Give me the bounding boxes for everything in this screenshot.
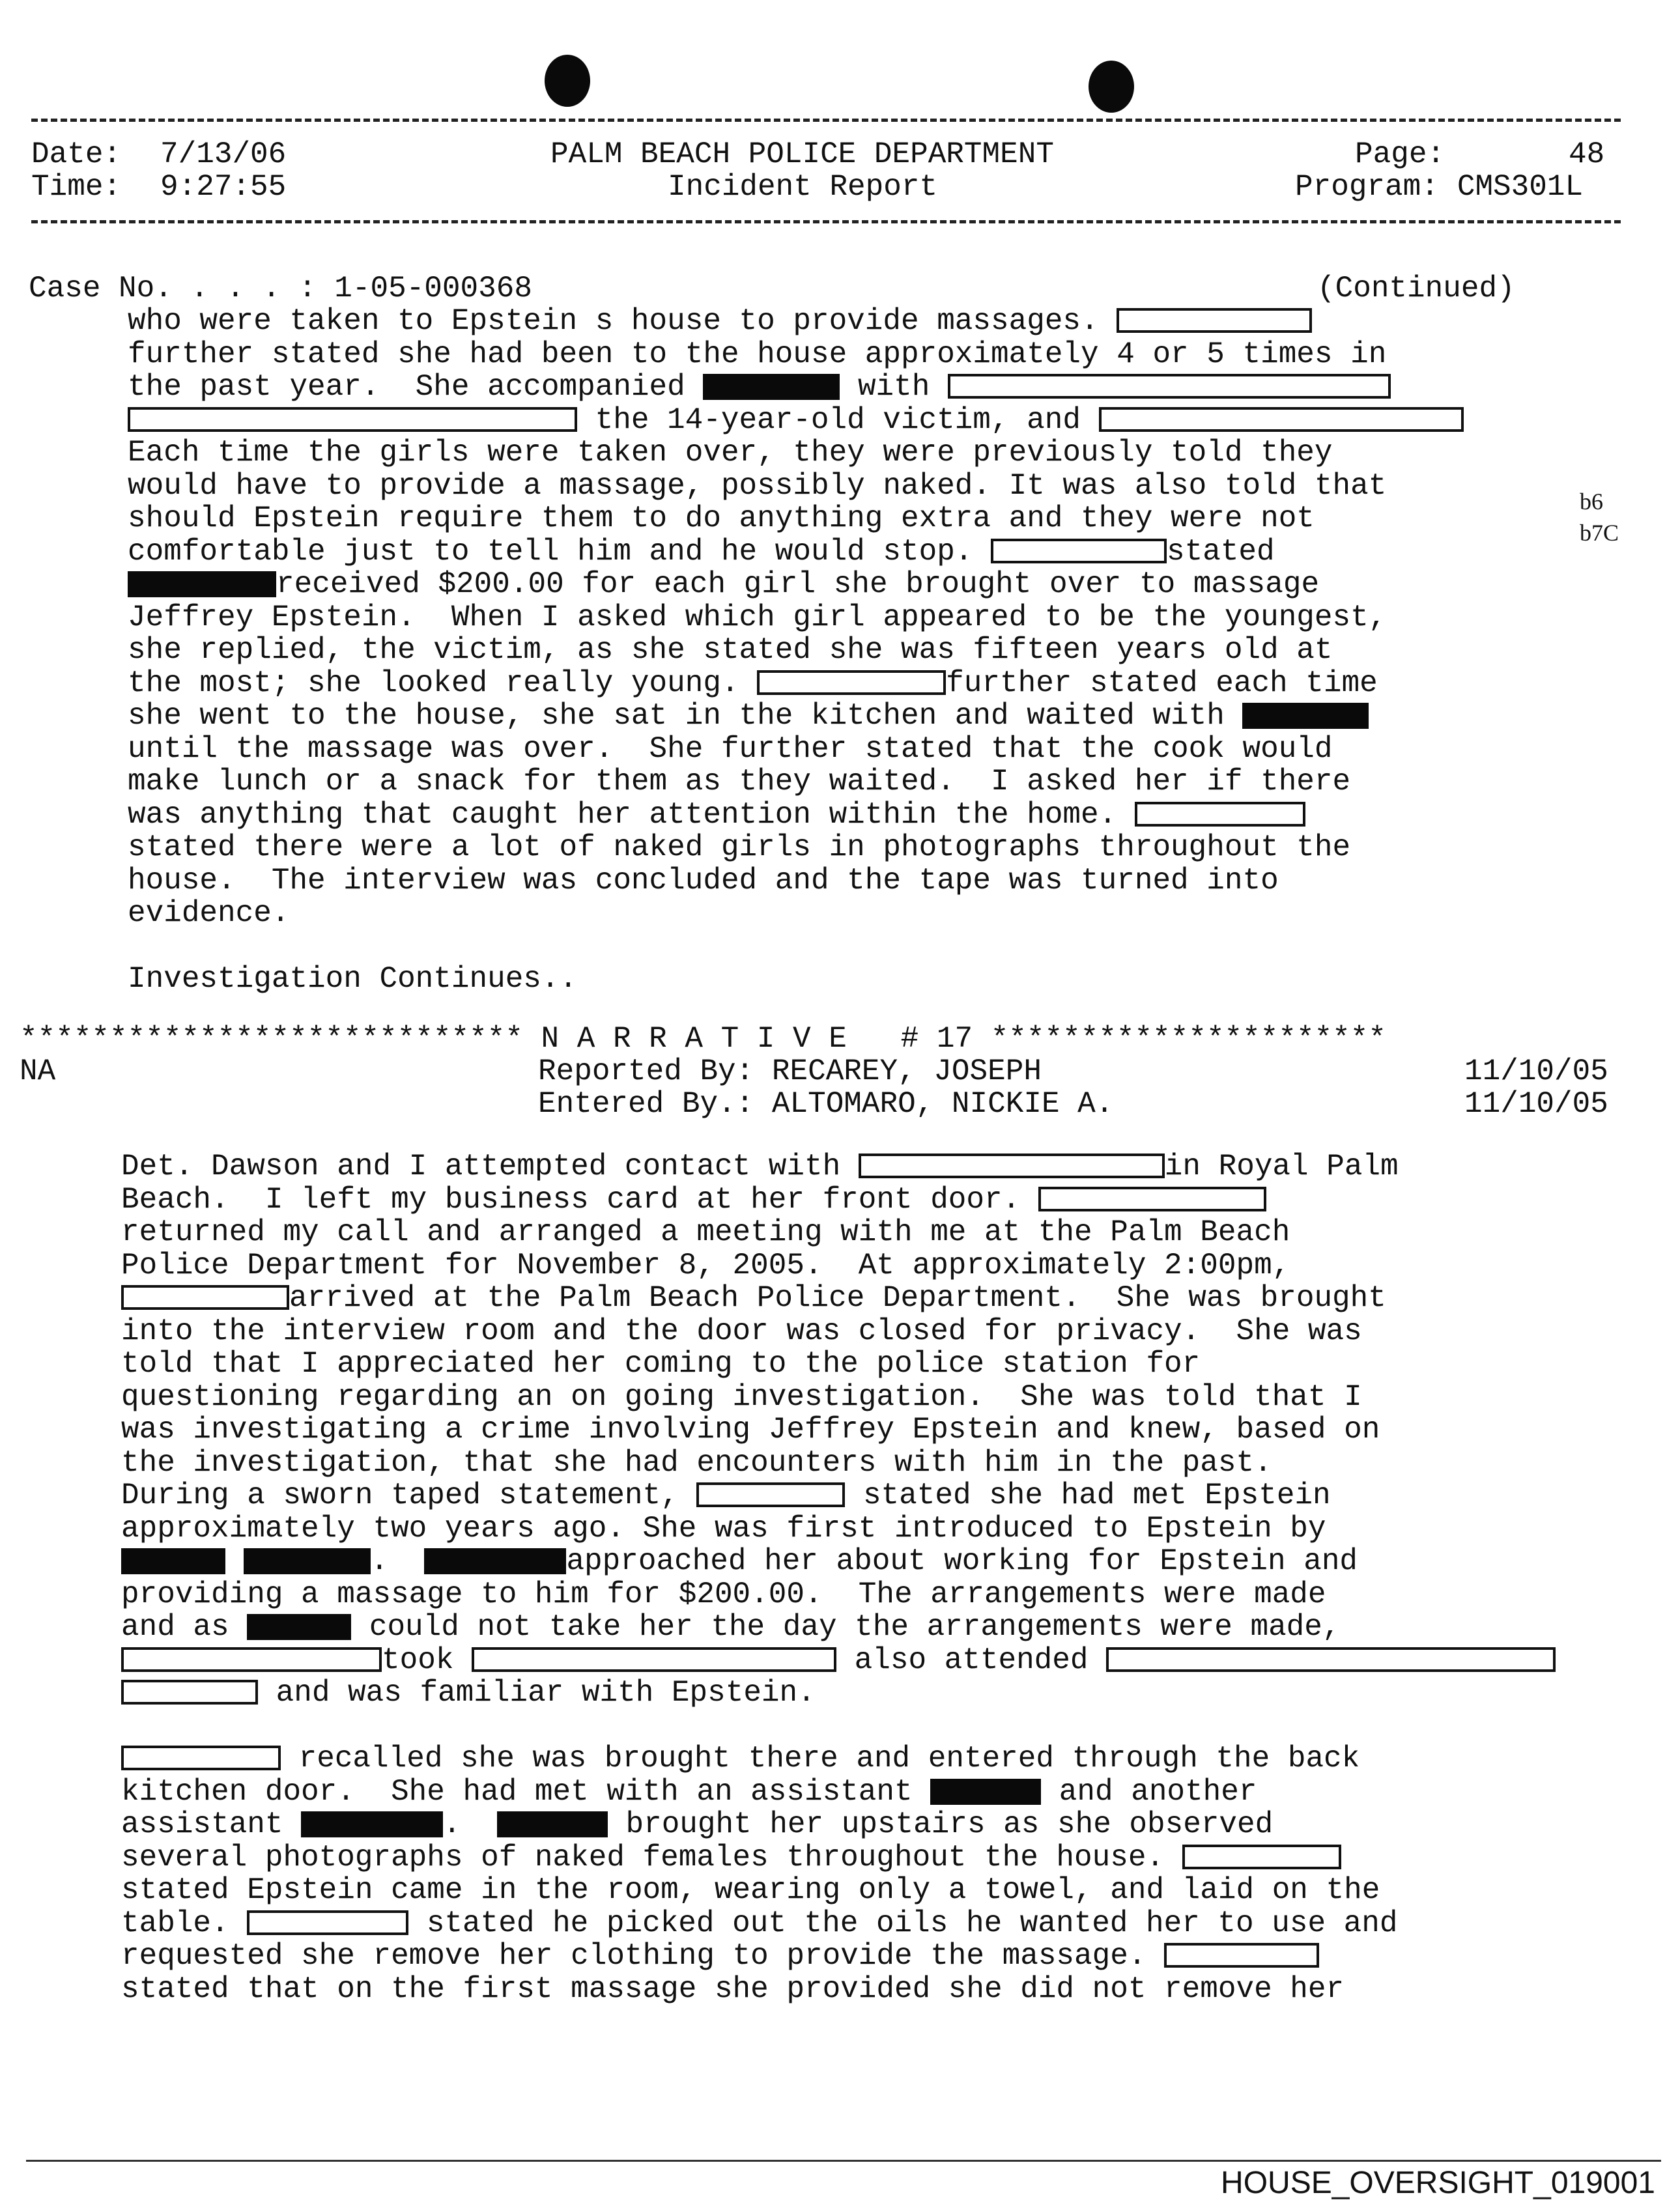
redaction-box xyxy=(1106,1647,1556,1672)
line-text: with xyxy=(840,370,948,404)
case-number-row xyxy=(29,272,532,305)
page-label: Page: xyxy=(1355,137,1445,171)
reported-by-label: Reported By: xyxy=(538,1054,754,1088)
line-text: was anything that caught her attention within the home. xyxy=(128,797,1135,832)
line-text: comfortable just to tell him and he would stop. xyxy=(128,534,991,569)
text-line xyxy=(121,1512,1556,1546)
line-text: . xyxy=(370,1544,425,1578)
narrative-code: NA xyxy=(20,1054,56,1088)
exemption-code-b6: b6 xyxy=(1580,488,1603,515)
text-line xyxy=(128,502,1464,535)
text-line xyxy=(128,700,1464,733)
text-line xyxy=(121,1545,1556,1578)
banner-stars-left: **************************** xyxy=(20,1022,523,1056)
entered-date: 11/10/05 xyxy=(1464,1087,1608,1121)
redaction-box xyxy=(696,1482,845,1507)
text-line xyxy=(121,1249,1556,1282)
entered-by-label: Entered By.: xyxy=(538,1087,754,1121)
text-line xyxy=(121,1907,1556,1940)
narrative-banner xyxy=(20,1023,1386,1055)
text-line xyxy=(128,436,1464,470)
text-line xyxy=(121,1183,1556,1217)
text-line xyxy=(121,1940,1556,1973)
time-row xyxy=(31,171,286,203)
line-text: into the interview room and the door was closed for privacy. She was xyxy=(121,1314,1362,1348)
redaction-box xyxy=(121,1285,289,1310)
text-line xyxy=(121,1381,1556,1414)
line-text: was investigating a crime involving Jeffrey Epstein and knew, based on xyxy=(121,1413,1380,1447)
line-text: told that I appreciated her coming to the police station for xyxy=(121,1347,1201,1381)
text-line xyxy=(121,1677,1556,1710)
text-line xyxy=(128,864,1464,898)
text-line xyxy=(128,535,1464,569)
redaction-box xyxy=(991,539,1167,563)
line-text: kitchen door. She had met with an assistant xyxy=(121,1774,931,1809)
text-line xyxy=(128,601,1464,634)
redaction-box xyxy=(472,1647,836,1672)
line-text: Police Department for November 8, 2005. At approximately 2:00pm, xyxy=(121,1248,1290,1282)
line-text: returned my call and arranged a meeting with me at the Palm Beach xyxy=(121,1215,1290,1249)
line-text: Each time the girls were taken over, they were previously told they xyxy=(128,436,1333,470)
line-text: received $200.00 for each girl she brought over to massage xyxy=(276,567,1320,601)
time-label: Time: xyxy=(31,170,122,204)
text-line xyxy=(128,765,1464,799)
line-text: . xyxy=(443,1807,497,1841)
text-line xyxy=(121,1808,1556,1841)
redaction-box xyxy=(128,407,577,432)
line-text: stated Epstein came in the room, wearing only a towel, and laid on the xyxy=(121,1873,1380,1907)
time-value: 9:27:55 xyxy=(160,170,287,204)
program-row xyxy=(1295,171,1583,203)
line-text: would have to provide a massage, possibly naked. It was also told that xyxy=(128,468,1387,503)
redaction-box xyxy=(859,1154,1165,1178)
text-line xyxy=(128,371,1464,404)
line-text: took xyxy=(382,1643,472,1677)
line-text: requested she remove her clothing to provide the massage. xyxy=(121,1939,1165,1973)
redaction-bar xyxy=(1242,703,1369,729)
line-text: and as xyxy=(121,1610,248,1644)
line-text: approximately two years ago. She was first introduced to Epstein by xyxy=(121,1511,1326,1546)
banner-stars-right: ********************** xyxy=(990,1022,1386,1056)
text-line xyxy=(121,1973,1556,2006)
redaction-box xyxy=(247,1910,408,1935)
line-text: and another xyxy=(1041,1774,1257,1809)
redaction-bar xyxy=(128,571,276,597)
line-text xyxy=(225,1544,244,1578)
redaction-bar xyxy=(930,1779,1041,1805)
line-text: should Epstein require them to do anything extra and they were not xyxy=(128,502,1315,535)
text-line xyxy=(121,1644,1556,1677)
line-text: evidence. xyxy=(128,896,290,930)
entered-by-row xyxy=(538,1088,1113,1120)
line-text: the 14-year-old victim, and xyxy=(577,403,1099,437)
text-line xyxy=(121,1150,1556,1183)
reported-by-name: RECAREY, JOSEPH xyxy=(771,1054,1042,1088)
line-text: and was familiar with Epstein. xyxy=(258,1676,816,1710)
line-text: Investigation Continues.. xyxy=(128,962,578,996)
text-line xyxy=(128,930,1464,963)
text-line xyxy=(121,1710,1556,1743)
redaction-bar xyxy=(244,1548,371,1574)
redaction-bar xyxy=(301,1811,443,1837)
entered-by-name: ALTOMARO, NICKIE A. xyxy=(771,1087,1114,1121)
text-line xyxy=(128,404,1464,437)
text-line xyxy=(128,568,1464,601)
date-value: 7/13/06 xyxy=(160,137,287,171)
text-line xyxy=(121,1874,1556,1907)
text-line xyxy=(128,963,1464,996)
line-text: the most; she looked really young. xyxy=(128,666,758,700)
exemption-code-b7c: b7C xyxy=(1580,520,1619,546)
text-line xyxy=(128,338,1464,371)
header-rule-bottom xyxy=(31,220,1621,223)
line-text: also attended xyxy=(836,1643,1107,1677)
line-text: further stated each time xyxy=(946,666,1378,700)
line-text: further stated she had been to the house approximately 4 or 5 times in xyxy=(128,337,1387,371)
text-line xyxy=(121,1315,1556,1348)
text-line xyxy=(121,1348,1556,1381)
line-text: arrived at the Palm Beach Police Department. She was brought xyxy=(289,1281,1386,1315)
text-line xyxy=(121,1447,1556,1480)
punch-hole-left xyxy=(545,55,590,107)
redaction-bar xyxy=(247,1614,351,1640)
line-text: Beach. I left my business card at her front door. xyxy=(121,1182,1038,1217)
redaction-box xyxy=(1117,308,1312,333)
redaction-box xyxy=(1182,1845,1341,1869)
text-line xyxy=(128,470,1464,503)
redaction-box xyxy=(1164,1943,1319,1968)
program-label: Program: xyxy=(1295,170,1439,204)
narrative-number: # 17 xyxy=(900,1022,973,1056)
text-line xyxy=(128,305,1464,338)
text-line xyxy=(121,1578,1556,1611)
program-code: CMS301L xyxy=(1457,170,1584,204)
text-line xyxy=(121,1479,1556,1512)
text-line xyxy=(121,1841,1556,1875)
line-text: Det. Dawson and I attempted contact with xyxy=(121,1150,859,1183)
narrative-title: N A R R A T I V E xyxy=(541,1022,847,1056)
department-name: PALM BEACH POLICE DEPARTMENT xyxy=(550,137,1054,171)
case-label: Case No. . . . : xyxy=(29,272,317,305)
line-text: stated she had met Epstein xyxy=(845,1479,1331,1512)
page-number: 48 xyxy=(1569,137,1605,171)
page-row xyxy=(1355,138,1604,171)
redaction-box xyxy=(1099,407,1464,432)
text-line xyxy=(128,733,1464,766)
redaction-bar xyxy=(703,374,840,400)
text-line xyxy=(128,667,1464,700)
line-text: several photographs of naked females throughout the house. xyxy=(121,1840,1182,1875)
line-text: until the massage was over. She further stated that the cook would xyxy=(128,731,1333,766)
text-line xyxy=(121,1282,1556,1315)
redaction-box xyxy=(121,1746,281,1770)
narrative-16-body xyxy=(128,305,1464,996)
punch-hole-right xyxy=(1089,61,1134,113)
line-text: providing a massage to him for $200.00. The arrangements were made xyxy=(121,1577,1326,1611)
line-text: questioning regarding an on going investigation. She was told that I xyxy=(121,1380,1362,1414)
date-row xyxy=(31,138,286,171)
line-text: stated he picked out the oils he wanted her to use and xyxy=(408,1906,1398,1940)
footer-rule xyxy=(26,2160,1661,2162)
text-line xyxy=(121,1611,1556,1644)
reported-by-row xyxy=(538,1055,1042,1088)
line-text: Jeffrey Epstein. When I asked which girl appeared to be the youngest, xyxy=(128,600,1387,634)
text-line xyxy=(121,1413,1556,1447)
reported-date: 11/10/05 xyxy=(1464,1054,1608,1088)
line-text: brought her upstairs as she observed xyxy=(607,1807,1274,1841)
line-text: table. xyxy=(121,1906,248,1940)
text-line xyxy=(128,897,1464,930)
line-text: stated there were a lot of naked girls in photographs throughout the xyxy=(128,830,1351,864)
line-text: assistant xyxy=(121,1807,302,1841)
line-text: could not take her the day the arrangements were made, xyxy=(351,1610,1341,1644)
bates-number: HOUSE_OVERSIGHT_019001 xyxy=(1221,2166,1655,2200)
line-text: stated that on the first massage she provided she did not remove her xyxy=(121,1972,1345,2006)
line-text: approached her about working for Epstein and xyxy=(566,1544,1358,1578)
header-rule-top xyxy=(31,119,1621,122)
redaction-box xyxy=(948,374,1391,399)
redaction-bar xyxy=(424,1548,566,1574)
continued-label: (Continued) xyxy=(1317,272,1515,305)
line-text: stated xyxy=(1167,534,1275,569)
redaction-box xyxy=(1135,802,1305,827)
redaction-bar xyxy=(121,1548,225,1574)
text-line xyxy=(128,634,1464,667)
line-text: who were taken to Epstein s house to provide massages. xyxy=(128,304,1117,338)
line-text: the investigation, that she had encounters with him in the past. xyxy=(121,1445,1272,1480)
text-line xyxy=(121,1216,1556,1249)
redaction-bar xyxy=(497,1811,608,1837)
redaction-box xyxy=(121,1680,258,1705)
text-line xyxy=(128,799,1464,832)
line-text: the past year. She accompanied xyxy=(128,370,704,404)
line-text: house. The interview was concluded and the tape was turned into xyxy=(128,863,1279,898)
text-line xyxy=(128,831,1464,864)
redaction-box xyxy=(1038,1187,1266,1211)
text-line xyxy=(121,1742,1556,1776)
line-text: she replied, the victim, as she stated she was fifteen years old at xyxy=(128,633,1333,667)
text-line xyxy=(121,1776,1556,1809)
line-text: she went to the house, she sat in the kitchen and waited with xyxy=(128,699,1243,733)
redaction-box xyxy=(757,670,946,695)
narrative-17-body xyxy=(121,1150,1556,2005)
report-type: Incident Report xyxy=(668,170,938,204)
case-number: 1-05-000368 xyxy=(334,272,532,305)
redaction-box xyxy=(121,1647,382,1672)
line-text: recalled she was brought there and entered through the back xyxy=(281,1742,1360,1776)
date-label: Date: xyxy=(31,137,122,171)
line-text: in Royal Palm xyxy=(1164,1150,1399,1183)
line-text: During a sworn taped statement, xyxy=(121,1479,697,1512)
line-text: make lunch or a snack for them as they waited. I asked her if there xyxy=(128,765,1351,799)
